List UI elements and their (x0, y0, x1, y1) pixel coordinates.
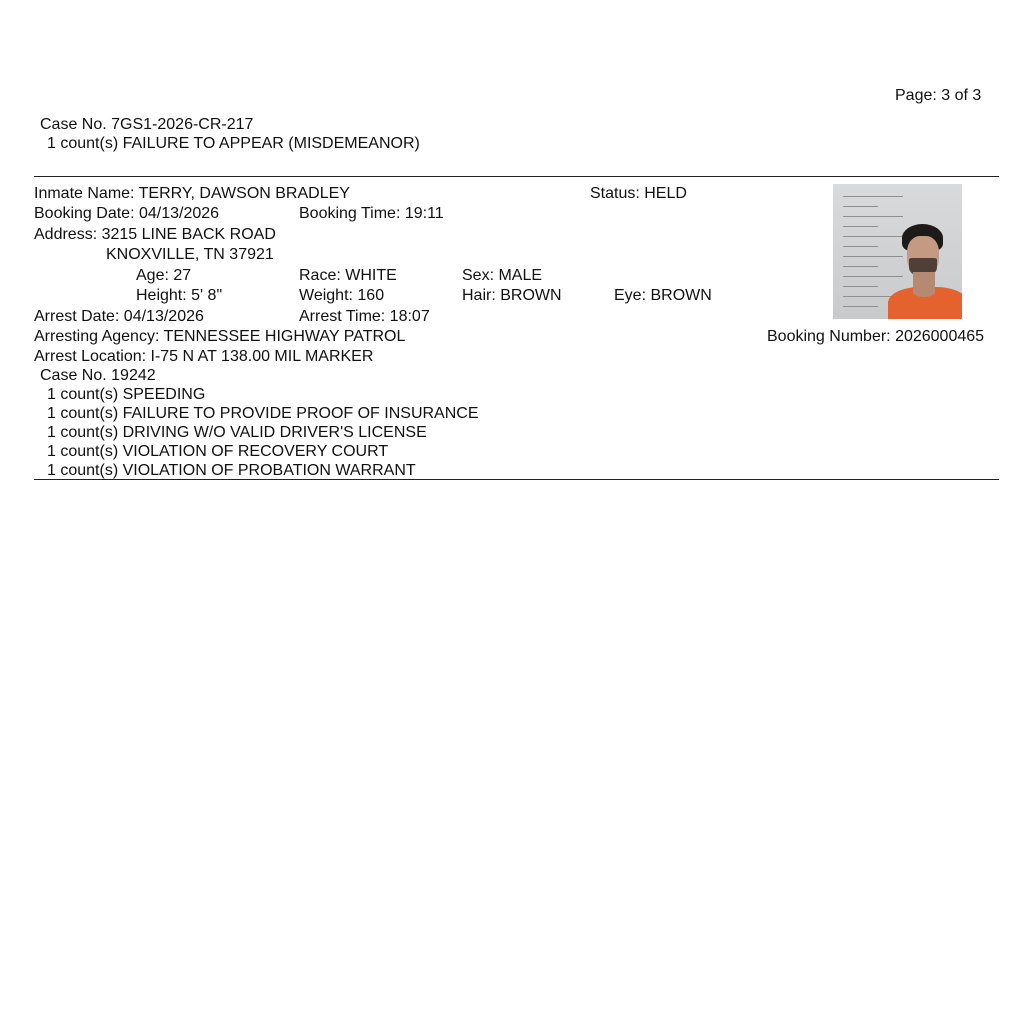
page-number: Page: 3 of 3 (895, 87, 982, 104)
booking-time: Booking Time: 19:11 (299, 205, 444, 222)
weight: Weight: 160 (299, 287, 385, 304)
previous-case-number: Case No. 7GS1-2026-CR-217 (40, 116, 254, 133)
previous-charge-1: 1 count(s) FAILURE TO APPEAR (MISDEMEANOR) (47, 135, 420, 152)
charge-2: 1 count(s) FAILURE TO PROVIDE PROOF OF INSURANCE (47, 405, 479, 422)
arrest-location: Arrest Location: I-75 N AT 138.00 MIL MARKER (34, 348, 374, 365)
hair: Hair: BROWN (462, 287, 562, 304)
charge-4: 1 count(s) VIOLATION OF RECOVERY COURT (47, 443, 389, 460)
race: Race: WHITE (299, 267, 397, 284)
status: Status: HELD (590, 185, 687, 202)
booking-number: Booking Number: 2026000465 (767, 328, 985, 345)
sex: Sex: MALE (462, 267, 543, 284)
mugshot-photo (833, 184, 962, 319)
arrest-time: Arrest Time: 18:07 (299, 308, 430, 325)
height: Height: 5' 8" (136, 287, 223, 304)
divider-bottom (34, 479, 999, 480)
charge-1: 1 count(s) SPEEDING (47, 386, 206, 403)
address-line-1: Address: 3215 LINE BACK ROAD (34, 226, 276, 243)
charge-5: 1 count(s) VIOLATION OF PROBATION WARRANT (47, 462, 416, 479)
case-number: Case No. 19242 (40, 367, 156, 384)
charge-3: 1 count(s) DRIVING W/O VALID DRIVER'S LICENSE (47, 424, 427, 441)
eye: Eye: BROWN (614, 287, 712, 304)
address-line-2: KNOXVILLE, TN 37921 (106, 246, 274, 263)
age: Age: 27 (136, 267, 192, 284)
mugshot-collar (913, 287, 935, 297)
divider-top (34, 176, 999, 177)
arresting-agency: Arresting Agency: TENNESSEE HIGHWAY PATROL (34, 328, 406, 345)
inmate-name: Inmate Name: TERRY, DAWSON BRADLEY (34, 185, 350, 202)
arrest-date: Arrest Date: 04/13/2026 (34, 308, 204, 325)
booking-date: Booking Date: 04/13/2026 (34, 205, 220, 222)
